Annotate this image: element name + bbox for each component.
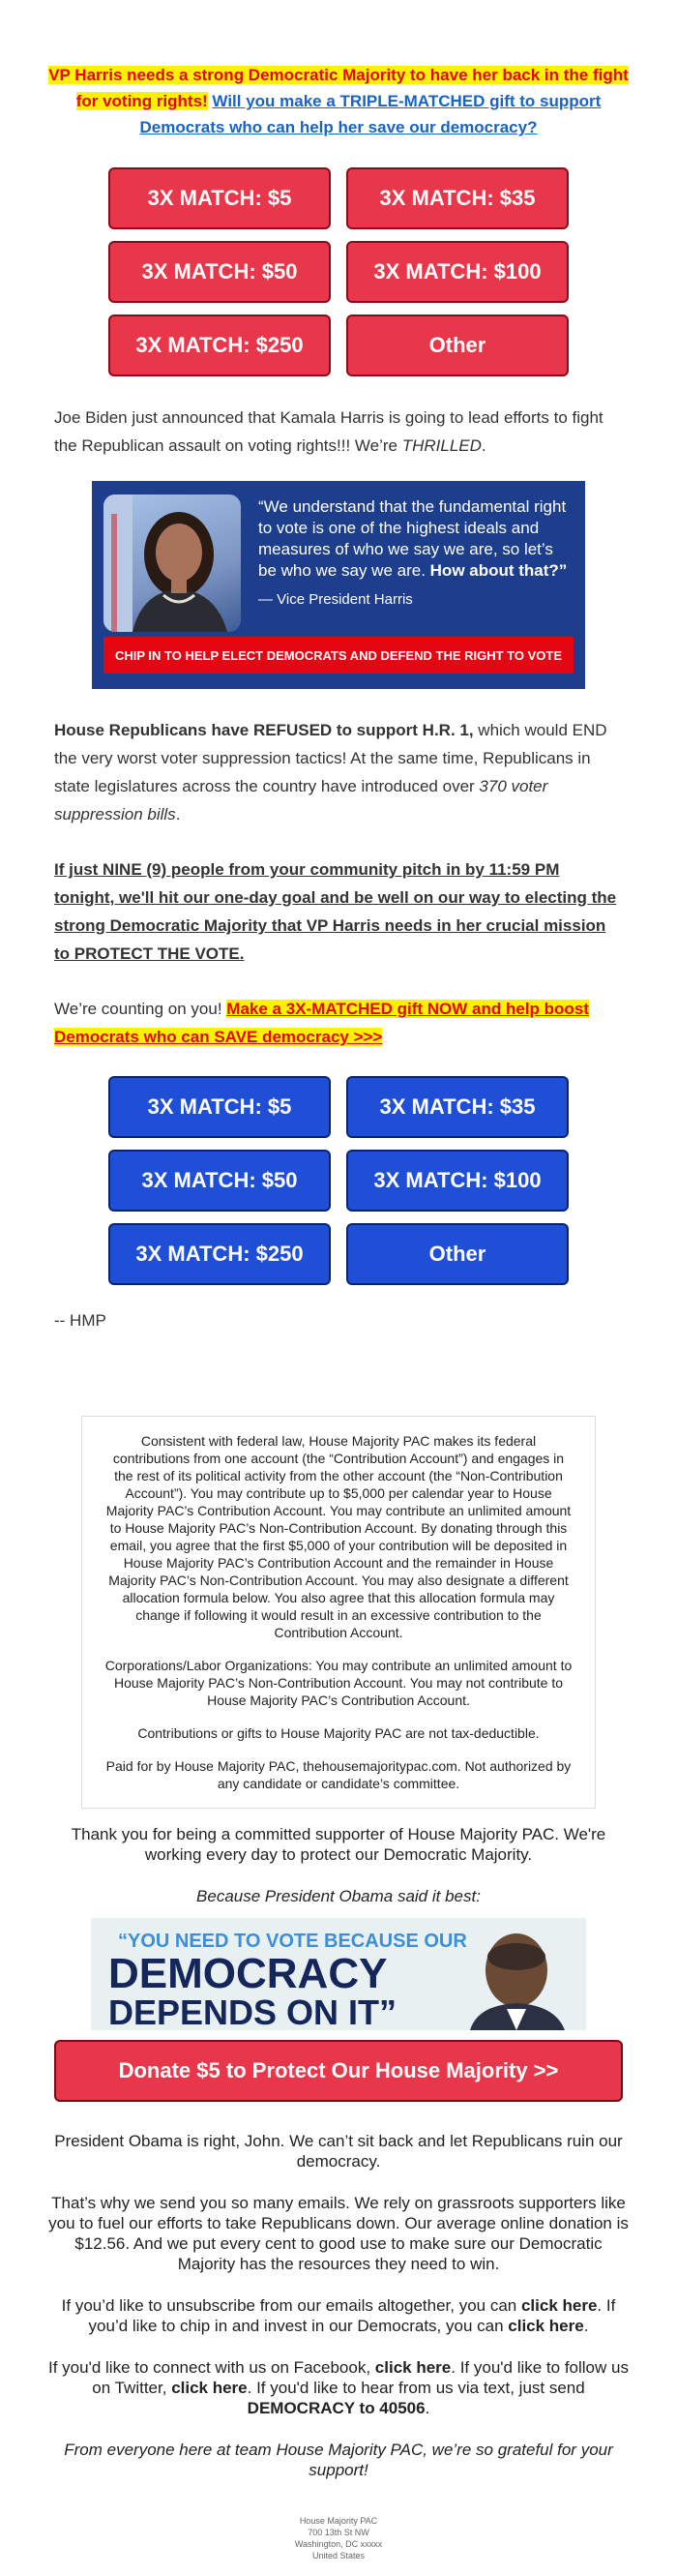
intro-link[interactable]: Will you make a TRIPLE-MATCHED gift to support Democrats who can help her save our democracy?: [139, 92, 602, 136]
obama-intro: Because President Obama said it best:: [196, 1887, 481, 1905]
chip-in-link[interactable]: click here: [508, 2317, 584, 2335]
blue-match-35-button[interactable]: 3X MATCH: $35: [346, 1076, 569, 1138]
twitter-link[interactable]: click here: [171, 2379, 248, 2397]
unsubscribe-link[interactable]: click here: [520, 2296, 598, 2315]
mailing-address: House Majority PAC 700 13th St NW Washington, DC xxxxx United States: [294, 2516, 383, 2561]
blue-match-50-button[interactable]: 3X MATCH: $50: [108, 1150, 331, 1212]
legal-disclaimer: Consistent with federal law, House Majority PAC makes its federal contributions from one account (the “Contribution Account”) and engages in the rest of its political activity from the other account (the “Non-Contribution Account”). You may contribute up to $5,000 per calendar year to House Majority PAC’s Contribution Account. You may contribute an unlimited amount to House Majority PAC’s Non-Contribution Account. By donating through this email, you agree that the first $5,000 of your contribution will be deposited in House Majority PAC’s Contribution Account and the remainder in House Majority PAC’s Non-Contribution Account. You may also designate a different allocation formula below. You also agree that this allocation formula may change if following it would result in an excessive contribution to the Contribution Account. Corporations/Labor Organizations: You may contribute an unlimited amount to House Majority PAC’s Non-Contribution Account. You may not contribute to House Majority PAC’s Contribution Account. Contributions or gifts to House Majority PAC are not tax-deductible. Paid for by House Majority PAC, thehousemajoritypac.com. Not authorized by any candidate or candidate’s committee.: [81, 1416, 596, 1809]
harris-quote: “We understand that the fundamental right to vote is one of the highest ideals and measures of who we say we are, so let’s be who we say we are. How about that?” — Vice President Harris: [258, 496, 570, 611]
blue-match-100-button[interactable]: 3X MATCH: $100: [346, 1150, 569, 1212]
match-5-button[interactable]: 3X MATCH: $5: [108, 167, 331, 229]
quote-attribution: — Vice President Harris: [258, 591, 413, 608]
facebook-link[interactable]: click here: [374, 2358, 452, 2377]
intro-highlight: VP Harris needs a strong Democratic Majority to have her back in the fight for voting rights!: [48, 66, 629, 110]
blue-other-amount-button[interactable]: Other: [346, 1223, 569, 1285]
banner-cta-button[interactable]: CHIP IN TO HELP ELECT DEMOCRATS AND DEFEND THE RIGHT TO VOTE: [103, 637, 574, 674]
blue-donation-grid: [108, 1076, 569, 1285]
obama-line3: DEPENDS ON IT”: [108, 1992, 397, 2030]
match-35-button[interactable]: 3X MATCH: $35: [346, 167, 569, 229]
obama-line2: DEMOCRACY: [108, 1950, 388, 1997]
thanks-text: Thank you for being a committed supporter of House Majority PAC. We're working every day to protect our Democratic Majority.: [71, 1825, 606, 1864]
closing-text: From everyone here at team House Majority PAC, we’re so grateful for your support!: [64, 2441, 613, 2479]
email-body: [48, 0, 629, 2561]
obama-line1: “YOU NEED TO VOTE BECAUSE OUR: [118, 1931, 467, 1952]
blue-match-250-button[interactable]: 3X MATCH: $250: [108, 1223, 331, 1285]
connect-text: If you'd like to connect with us on Facebook, click here. If you'd like to follow us on Twitter, click here. If you'd like to hear from us via text, just send DEMOCRACY to 40506.: [48, 2358, 629, 2417]
why-emails-text: That’s why we send you so many emails. We rely on grassroots supporters like you to fuel our efforts to take Republicans down. Our average online donation is $12.56. And we put every cent to good use to make sure our Democratic Majority has the resources they need to win.: [48, 2194, 629, 2273]
signature: -- HMP: [54, 1311, 106, 1330]
blue-match-5-button[interactable]: 3X MATCH: $5: [108, 1076, 331, 1138]
red-donation-grid: [108, 167, 569, 376]
counting-paragraph: We’re counting on you! Make a 3X-MATCHED gift NOW and help boost Democrats who can SAVE democracy >>>: [54, 1000, 589, 1046]
house-paragraph: House Republicans have REFUSED to support H.R. 1, which would END the very worst voter suppression tactics! At the same time, Republicans in state legislatures across the country have introduced over 370 voter suppression bills.: [54, 721, 607, 824]
counting-link[interactable]: Make a 3X-MATCHED gift NOW and help boost Democrats who can SAVE democracy >>>: [54, 1000, 589, 1046]
harris-quote-banner[interactable]: [92, 481, 585, 689]
unsubscribe-text: If you’d like to unsubscribe from our emails altogether, you can click here. If you’d like to chip in and invest in our Democrats, you can click here.: [61, 2296, 616, 2335]
other-amount-button[interactable]: Other: [346, 315, 569, 376]
obama-quote-image: [91, 1918, 586, 2030]
intro-headline: [48, 0, 629, 140]
harris-portrait: [103, 494, 241, 632]
match-100-button[interactable]: 3X MATCH: $100: [346, 241, 569, 303]
biden-paragraph: Joe Biden just announced that Kamala Harris is going to lead efforts to fight the Republican assault on voting rights!!! We’re THRILLED.: [54, 408, 603, 455]
obama-right-text: President Obama is right, John. We can’t sit back and let Republicans ruin our democracy.: [54, 2132, 623, 2171]
match-250-button[interactable]: 3X MATCH: $250: [108, 315, 331, 376]
donate-5-button[interactable]: Donate $5 to Protect Our House Majority >>: [54, 2040, 623, 2102]
text-keyword: DEMOCRACY to 40506: [247, 2399, 426, 2417]
match-50-button[interactable]: 3X MATCH: $50: [108, 241, 331, 303]
nine-people-link[interactable]: If just NINE (9) people from your community pitch in by 11:59 PM tonight, we'll hit our one-day goal and be well on our way to electing the strong Democratic Majority that VP Harris needs in her crucial mission to PROTECT THE VOTE.: [54, 860, 617, 963]
